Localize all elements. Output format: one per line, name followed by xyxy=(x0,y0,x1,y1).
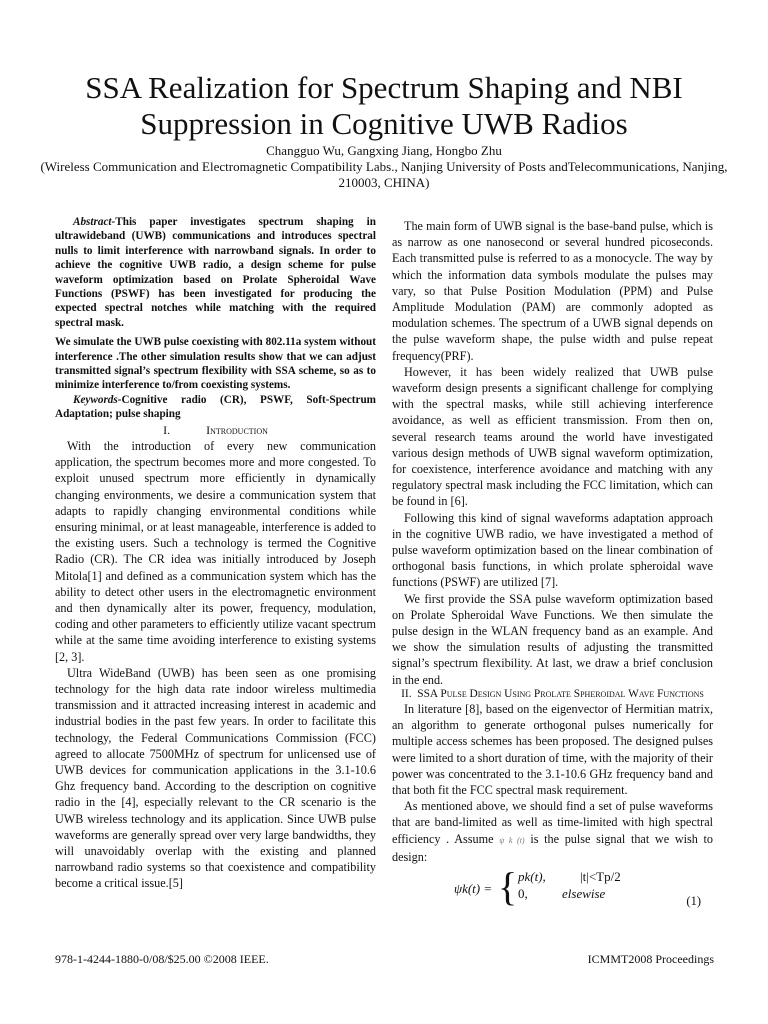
keywords xyxy=(55,393,376,422)
intro-paragraph-1: With the introduction of every new communication application, the spectrum becomes more and more congested. To exploit unused spectrum more efficiently in dynamically changing environments, we desire a communication system that adapts to rapidly changing environmental conditions while ensuring minimal, or at least manageable, interference is added to the existing users. Such a technology is termed the Cognitive Radio (CR). The CR idea was initially introduced by Joseph Mitola[1] and defined as a communication system which has the ability to detect other users in the electromagnetic environment and then dynamically alter its power, frequency, modulation, coding and other parameters to efficiently utilize vacant spectrum while at the same time avoiding interference to existing systems [2, 3]. xyxy=(55,438,376,664)
keywords-lead: Keywords- xyxy=(73,393,122,406)
abstract xyxy=(55,215,376,422)
section-2-paragraph-1: In literature [8], based on the eigenvector of Hermitian matrix, an algorithm to generate orthogonal pulses numerically for multiple access schemes has been proposed. The designed pulses were limited to a short duration of time, with the majority of their power was concentrated to the 3.1-10.6 GHz frequency band and that both fit the FCC spectral mask requirement. xyxy=(392,701,713,797)
intro-paragraph-4: However, it has been widely realized that UWB pulse waveform design presents a significant challenge for complying with the spectral masks, while still achieving interference avoidance, as well as efficient transmission. From then on, several research teams around the world have investigated various design methods of UWB signal waveform optimization, for coexistence, interference avoidance and matching with any regulatory spectral mask including the FCC limitation, which can be found in [6]. xyxy=(392,364,713,509)
section-2-paragraph-2-b: is the pulse signal that we wish to design: xyxy=(392,831,714,864)
equation-case-2-condition: elsewise xyxy=(562,885,606,901)
intro-paragraph-5: Following this kind of signal waveforms adaptation approach in the cognitive UWB radio, we have investigated a method of pulse waveform optimization based on the linear combination of orthogonal basis functions, in which prolate spheroidal wave functions (PSWF) are utilized [7]. xyxy=(392,510,713,590)
left-column xyxy=(55,215,376,892)
equation-case-2-value: 0, xyxy=(518,885,528,901)
author-names: Changguo Wu, Gangxing Jiang, Hongbo Zhu xyxy=(266,143,502,158)
section-2-paragraph-2-a: As mentioned above, we should find a set of pulse waveforms that are band-limited as well as time-limited with high spectral efficiency . Assume xyxy=(392,799,713,846)
section-1-heading xyxy=(55,422,376,438)
equation-number: (1) xyxy=(686,893,701,908)
section-1-title: Introduction xyxy=(206,422,268,437)
equation-lhs: ψk(t) = xyxy=(454,880,493,896)
section-2-title: SSA Pulse Design Using Prolate Spheroidal Wave Functions xyxy=(417,687,704,700)
equation-brace: { xyxy=(498,863,518,909)
equation-case-1-value: pk(t), xyxy=(518,868,546,884)
author-block xyxy=(40,143,728,191)
section-1-number: I. xyxy=(163,422,171,437)
footer-copyright: 978-1-4244-1880-0/08/$25.00 ©2008 IEEE. xyxy=(55,952,269,966)
keywords-text: Cognitive radio (CR), PSWF, Soft-Spectrum Adaptation; pulse shaping xyxy=(55,393,376,421)
paper-title: SSA Realization for Spectrum Shaping and NBI Suppression in Cognitive UWB Radios xyxy=(85,70,683,141)
equation-case-1-condition: |t|<Tp/2 xyxy=(580,868,621,884)
inline-psi-symbol: ψ k (t) xyxy=(499,835,525,845)
section-2-heading xyxy=(392,688,713,701)
abstract-lead: Abstract- xyxy=(73,216,116,228)
intro-paragraph-6: We first provide the SSA pulse waveform optimization based on Prolate Spheroidal Wave Functions. We then simulate the pulse design in the WLAN frequency band as an example. And we show the simulation results of adjusting the transmitted signal’s spectrum flexibility. At last, we draw a brief conclusion in the end. xyxy=(392,591,713,687)
author-affiliation: (Wireless Communication and Electromagnetic Compatibility Labs., Nanjing University of Posts andTelecommunications, Nanjing, 210003, CHINA) xyxy=(40,159,728,190)
intro-paragraph-2: Ultra WideBand (UWB) has been seen as one promising technology for the high data rate indoor wireless multimedia transmission and it attracted increasing interest in academic and industrial bodies in the past few years. In order to facilitate this technology, the Federal Communications Commission (FCC) agreed to allocate 7500MHz of spectrum for unlicensed use of UWB devices for communication applications in the 3.1-10.6 Ghz frequency band. According to the description on cognitive radio in the [4], especially relevant to the CR scenario is the UWB wireless technology and its application. Since UWB pulse waveforms are generally spread over very large bandwidths, they will unavoidably overlap with the existing and planned narrowband radio systems so that coexistence and compatibility become a critical issue.[5] xyxy=(55,665,376,891)
intro-paragraph-3: The main form of UWB signal is the base-band pulse, which is as narrow as one nanosecond or several hundred picoseconds. Each transmitted pulse is referred to as a monocycle. The way by which the information data symbols modulate the pulses may vary, so that Pulse Position Modulation (PPM) and Pulse Amplitude Modulation (PAM) are commonly adopted as modulation schemes. The spectrum of a UWB signal depends on the pulse waveform shape, the pulse width and pulse repeat frequency(PRF). xyxy=(392,219,713,363)
abstract-paragraph-1 xyxy=(55,215,376,330)
abstract-paragraph-2: We simulate the UWB pulse coexisting with 802.11a system without interference .The other simulation results show that we can adjust transmitted signal’s spectrum flexibility with SSA scheme, so as to minimize interference to/from coexisting systems. xyxy=(55,336,376,392)
equation-1 xyxy=(392,863,713,911)
right-column xyxy=(392,218,713,911)
footer-proceedings: ICMMT2008 Proceedings xyxy=(587,952,714,966)
section-2-number: II. xyxy=(401,687,412,700)
section-2-paragraph-2 xyxy=(392,798,713,865)
abstract-text-1: This paper investigates spectrum shaping in ultrawideband (UWB) communications and introduces spectral nulls to limit interference with narrowband signals. In order to achieve the cognitive UWB radio, a design scheme for pulse waveform optimization based on Prolate Spheroidal Wave Functions (PSWF) has been investigated for producing the expected spectral notches while matching with the required spectral mask. xyxy=(55,216,376,329)
